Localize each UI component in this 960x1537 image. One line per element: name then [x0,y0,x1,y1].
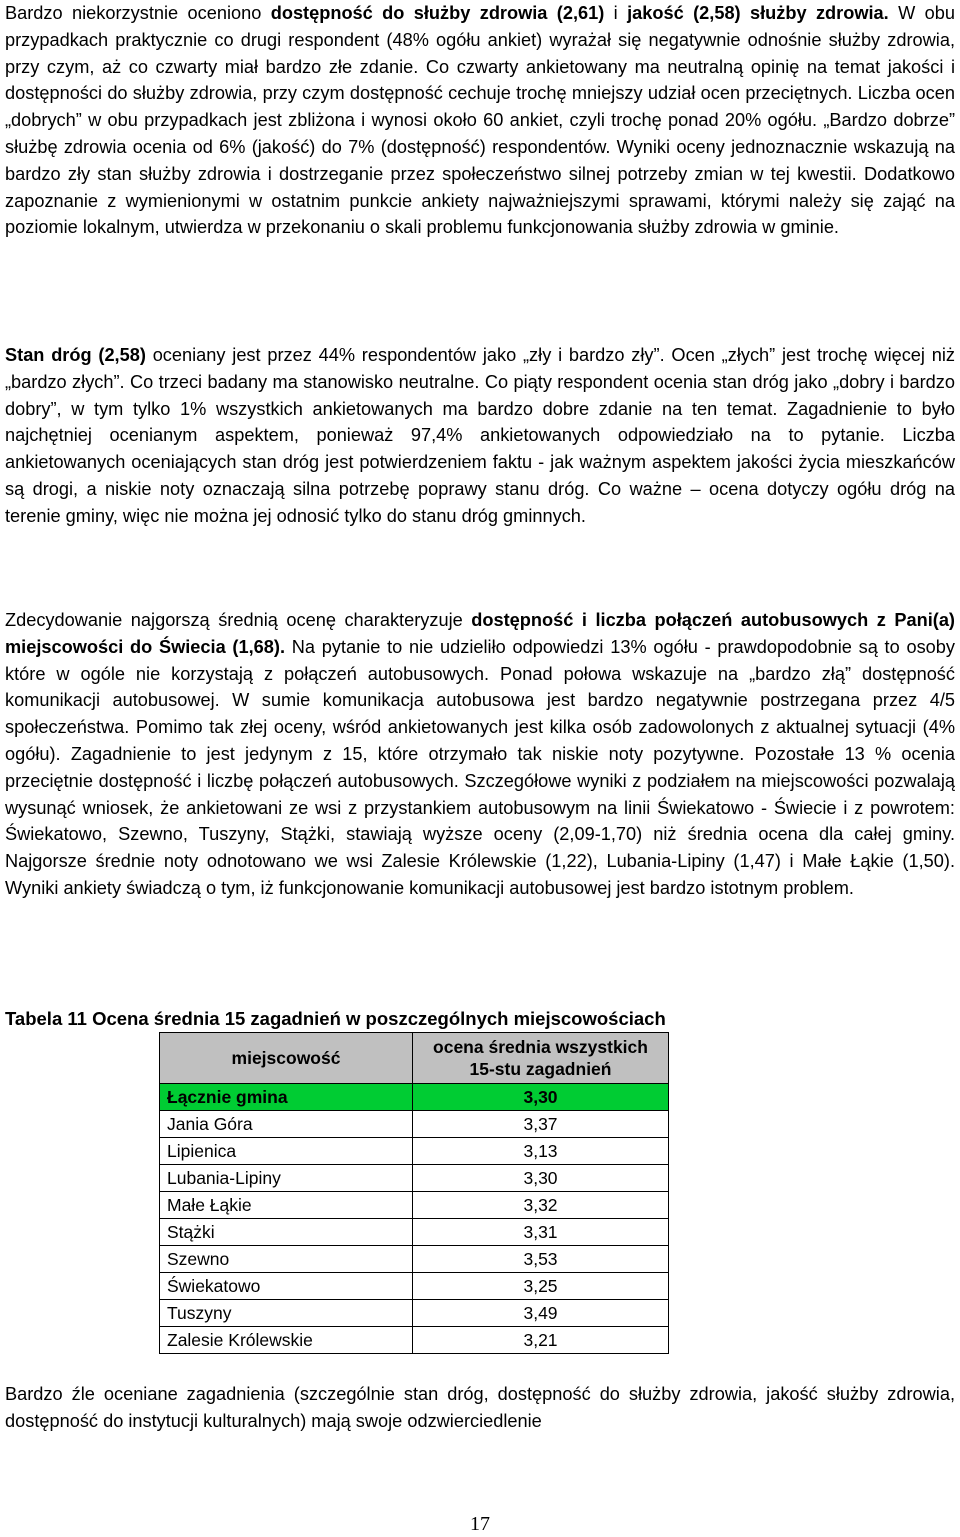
header-score-line2: 15-stu zagadnień [469,1059,612,1079]
header-place: miejscowość [160,1033,413,1084]
table-row [160,1138,669,1165]
cell-score: 3,32 [413,1192,669,1219]
text-run: Na pytanie to nie udzieliło odpowiedzi 13% ogółu - prawdopodobnie są to osoby które w ogóle nie korzystają z połączeń autobusowych. Ponad połowa wskazuje na „bardzo złą” dostępność komunikacji autobusowej. W sumie komunikacja autobusowa jest bardzo negatywnie postrzegana przez 4/5 społeczeństwa. Pomimo tak złej oceny, wśród ankietowanych jest kilka osób zadowolonych z aktualnej sytuacji (4% ogółu). Zagadnienie to jest jedynym z 15, które otrzymało tak niskie noty pozytywne. Pozostałe 13 % ocenia przeciętnie dostępność i liczbę połączeń autobusowych. Szczegółowe wyniki z podziałem na miejscowości pozwalają wysunąć wniosek, że ankietowani ze wsi z przystankiem autobusowym na linii Świekatowo - Świecie i z powrotem: Świekatowo, Szewno, Tuszyny, Stążki, stawiają wyższe oceny (2,09-1,70) niż średnia ocena dla całej gminy. Najgorsze średnie noty odnotowano we wsi Zalesie Królewskie (1,22), Lubania-Lipiny (1,47) i Małe Łąkie (1,50). Wyniki ankiety świadczą o tym, iż funkcjonowanie komunikacji autobusowej jest bardzo istotnym problem. [5,636,955,898]
table-row [160,1327,669,1354]
table-row-total [160,1084,669,1111]
cell-place: Małe Łąkie [160,1192,413,1219]
paragraph-summary [5,1381,955,1435]
table-row [160,1219,669,1246]
table-row [160,1165,669,1192]
cell-score: 3,30 [413,1084,669,1111]
text-run: oceniany jest przez 44% respondentów jako „zły i bardzo zły”. Ocen „złych” jest trochę więcej niż „bardzo złych”. Co trzeci badany ma stanowisko neutralne. Co piąty respondent ocenia stan dróg jako „dobry i bardzo dobry”, w tym tylko 1% wszystkich ankietowanych ma bardzo dobre zdanie na ten temat. Zagadnienie to było najchętniej ocenianym aspektem, ponieważ 97,4% ankietowanych odpowiedziało na to pytanie. Liczba ankietowanych oceniających stan dróg jest potwierdzeniem faktu - jak ważnym aspektem jakości życia mieszkańców są drogi, a niskie noty oznaczają silna potrzebę poprawy stanu dróg. Co ważne – ocena dotyczy ogółu dróg na terenie gminy, więc nie można jej odnosić tylko do stanu dróg gminnych. [5,345,956,526]
table-caption: Tabela 11 Ocena średnia 15 zagadnień w poszczególnych miejscowościach [5,1008,666,1029]
cell-place: Łącznie gmina [160,1084,413,1111]
paragraph-bus-connections [5,607,955,902]
cell-score: 3,21 [413,1327,669,1354]
table-row [160,1273,669,1300]
paragraph-roads [5,342,955,530]
paragraph-health-service [5,0,955,241]
page-number: 17 [470,1513,490,1535]
cell-score: 3,13 [413,1138,669,1165]
text-run: Bardzo niekorzystnie oceniono [5,3,271,23]
text-run: W obu przypadkach praktycznie co drugi respondent (48% ogółu ankiet) wyrażał się negatywnie odnośnie służby zdrowia, przy czym, aż co czwarty miał bardzo złe zdanie. Co czwarty ankietowany ma neutralną opinię na temat jakości i dostępności do służby zdrowia, przy czym dostępność cechuje trochę mniejszy udział ocen przeciętnych. Liczba ocen „dobrych” w obu przypadkach jest zbliżona i wynosi około 60 ankiet, czyli trochę ponad 20% ogółu. „Bardzo dobrze” służbę zdrowia ocenia od 6% (jakość) do 7% (dostępność) respondentów. Wyniki oceny jednoznacznie wskazują na bardzo zły stan służby zdrowia i dostrzeganie przez społeczeństwo silnej potrzeby zmian w tej kwestii. Dodatkowo zapoznanie z wymienionymi w ostatnim punkcie ankiety najważniejszymi sprawami, którymi należy się zająć na poziomie lokalnym, utwierdza w przekonaniu o skali problemu funkcjonowania służby zdrowia w gminie. [5,3,955,238]
bold-text-run: dostępność do służby zdrowia (2,61) [270,3,605,23]
table-body [160,1084,669,1354]
text-run: Bardzo źle oceniane zagadnienia (szczególnie stan dróg, dostępność do służby zdrowia, jakość służby zdrowia, dostępność do instytucji kulturalnych) mają swoje odzwierciedlenie [5,1384,955,1431]
bold-text-run: dostępność i liczba połączeń autobusowych z Pani(a) miejscowości do Świecia (1,68). [5,610,955,657]
cell-score: 3,49 [413,1300,669,1327]
cell-place: Szewno [160,1246,413,1273]
cell-score: 3,25 [413,1273,669,1300]
cell-place: Tuszyny [160,1300,413,1327]
cell-place: Świekatowo [160,1273,413,1300]
table-header-row [160,1033,669,1084]
text-run: Zdecydowanie najgorszą średnią ocenę charakteryzuje [5,610,472,630]
cell-place: Stążki [160,1219,413,1246]
cell-score: 3,31 [413,1219,669,1246]
scores-table [159,1032,669,1354]
table-row [160,1246,669,1273]
table-row [160,1192,669,1219]
cell-score: 3,53 [413,1246,669,1273]
bold-text-run: Stan dróg (2,58) [5,345,146,365]
cell-score: 3,30 [413,1165,669,1192]
text-run: i [604,3,628,23]
cell-place: Zalesie Królewskie [160,1327,413,1354]
cell-place: Lipienica [160,1138,413,1165]
cell-score: 3,37 [413,1111,669,1138]
table-row [160,1300,669,1327]
bold-text-run: jakość (2,58) służby zdrowia. [627,3,889,23]
table-row [160,1111,669,1138]
cell-place: Jania Góra [160,1111,413,1138]
header-score-line1: ocena średnia wszystkich [433,1037,648,1057]
cell-place: Lubania-Lipiny [160,1165,413,1192]
header-score [413,1033,669,1084]
